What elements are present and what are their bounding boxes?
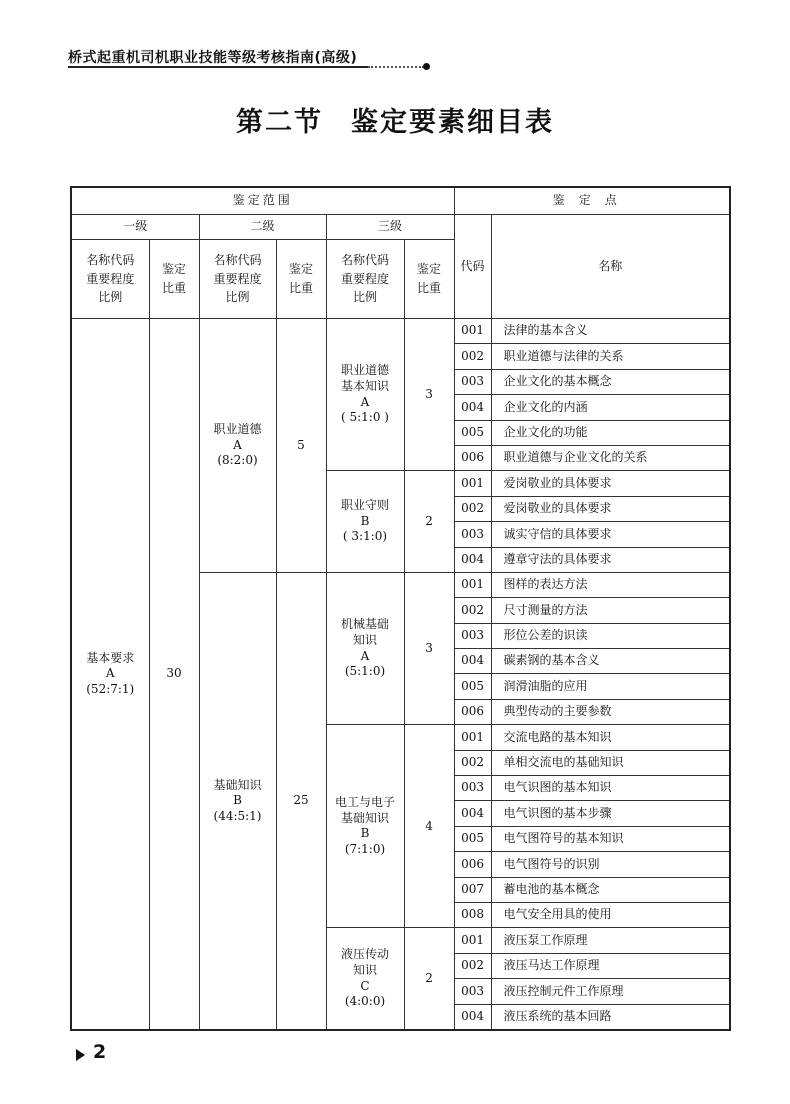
level3-item-name: 机械基础 知识 A (5:1:0) <box>326 572 404 724</box>
level3-item-weight: 3 <box>404 572 454 724</box>
point-code: 004 <box>454 1004 491 1030</box>
point-name: 尺寸测量的方法 <box>491 598 730 623</box>
level2-item-weight: 5 <box>276 319 326 573</box>
point-name: 液压泵工作原理 <box>491 928 730 953</box>
l2-weight-header: 鉴定 比重 <box>276 240 326 319</box>
point-name: 电气识图的基本步骤 <box>491 801 730 826</box>
point-name: 遵章守法的具体要求 <box>491 547 730 572</box>
point-code: 004 <box>454 395 491 420</box>
section-name: 鉴定要素细目表 <box>351 107 554 138</box>
point-code: 005 <box>454 674 491 699</box>
page-number: 2 <box>93 1041 107 1063</box>
point-name: 蓄电池的基本概念 <box>491 877 730 902</box>
point-name: 电气安全用具的使用 <box>491 902 730 927</box>
page-arrow-icon <box>76 1049 85 1061</box>
point-name: 爱岗敬业的具体要求 <box>491 471 730 496</box>
level2-header: 二级 <box>199 215 326 240</box>
point-name: 形位公差的识读 <box>491 623 730 648</box>
section-number: 第二节 <box>236 107 323 138</box>
running-header-title: 桥式起重机司机职业技能等级考核指南(高级) <box>68 50 358 66</box>
level3-item-weight: 3 <box>404 319 454 471</box>
point-name: 电气图符号的基本知识 <box>491 826 730 851</box>
point-name: 交流电路的基本知识 <box>491 725 730 750</box>
point-code: 003 <box>454 979 491 1004</box>
points-header: 鉴定点 <box>454 187 730 215</box>
point-code: 006 <box>454 445 491 470</box>
level1-header: 一级 <box>71 215 199 240</box>
point-name: 液压控制元件工作原理 <box>491 979 730 1004</box>
point-code: 006 <box>454 699 491 724</box>
point-name: 企业文化的内涵 <box>491 395 730 420</box>
l3-weight-header: 鉴定 比重 <box>404 240 454 319</box>
point-name: 职业道德与法律的关系 <box>491 344 730 369</box>
header-dotted-rule <box>368 66 424 68</box>
point-code: 001 <box>454 572 491 597</box>
point-code: 004 <box>454 801 491 826</box>
header-bullet-icon <box>423 63 430 70</box>
point-code: 005 <box>454 420 491 445</box>
point-name: 企业文化的基本概念 <box>491 369 730 394</box>
level3-item-weight: 4 <box>404 725 454 928</box>
level2-item-name: 基础知识 B (44:5:1) <box>199 572 276 1030</box>
l3-name-header: 名称代码 重要程度 比例 <box>326 240 404 319</box>
section-title <box>0 100 790 139</box>
level3-item-name: 液压传动 知识 C (4:0:0) <box>326 928 404 1030</box>
point-name: 诚实守信的具体要求 <box>491 522 730 547</box>
point-code: 001 <box>454 319 491 344</box>
point-name: 法律的基本含义 <box>491 319 730 344</box>
level3-item-weight: 2 <box>404 471 454 573</box>
name-column-header: 名称 <box>491 215 730 319</box>
l2-name-header: 名称代码 重要程度 比例 <box>199 240 276 319</box>
point-code: 004 <box>454 649 491 674</box>
point-code: 001 <box>454 471 491 496</box>
point-code: 008 <box>454 902 491 927</box>
assessment-elements-table <box>70 186 731 1031</box>
level3-item-weight: 2 <box>404 928 454 1030</box>
point-code: 002 <box>454 598 491 623</box>
level3-item-name: 电工与电子 基础知识 B (7:1:0) <box>326 725 404 928</box>
point-code: 002 <box>454 496 491 521</box>
header-rule <box>68 66 368 68</box>
point-code: 001 <box>454 725 491 750</box>
point-code: 002 <box>454 953 491 978</box>
point-code: 003 <box>454 623 491 648</box>
point-code: 001 <box>454 928 491 953</box>
point-name: 爱岗敬业的具体要求 <box>491 496 730 521</box>
point-name: 典型传动的主要参数 <box>491 699 730 724</box>
level2-item-name: 职业道德 A (8:2:0) <box>199 319 276 573</box>
point-name: 职业道德与企业文化的关系 <box>491 445 730 470</box>
point-code: 007 <box>454 877 491 902</box>
table-row <box>71 319 730 344</box>
point-name: 液压马达工作原理 <box>491 953 730 978</box>
point-code: 005 <box>454 826 491 851</box>
point-name: 润滑油脂的应用 <box>491 674 730 699</box>
point-name: 企业文化的功能 <box>491 420 730 445</box>
point-code: 004 <box>454 547 491 572</box>
l1-weight-header: 鉴定 比重 <box>149 240 199 319</box>
scope-header: 鉴定范围 <box>71 187 454 215</box>
point-code: 002 <box>454 344 491 369</box>
point-name: 电气图符号的识别 <box>491 852 730 877</box>
level1-item-weight: 30 <box>149 319 199 1030</box>
point-name: 图样的表达方法 <box>491 572 730 597</box>
code-column-header: 代码 <box>454 215 491 319</box>
point-code: 003 <box>454 776 491 801</box>
point-name: 单相交流电的基础知识 <box>491 750 730 775</box>
level2-item-weight: 25 <box>276 572 326 1030</box>
level3-item-name: 职业道德 基本知识 A ( 5:1:0 ) <box>326 319 404 471</box>
point-code: 006 <box>454 852 491 877</box>
level3-header: 三级 <box>326 215 454 240</box>
point-name: 碳素钢的基本含义 <box>491 649 730 674</box>
point-name: 液压系统的基本回路 <box>491 1004 730 1030</box>
point-code: 003 <box>454 522 491 547</box>
point-name: 电气识图的基本知识 <box>491 776 730 801</box>
point-code: 002 <box>454 750 491 775</box>
level1-item-name: 基本要求 A (52:7:1) <box>71 319 149 1030</box>
level3-item-name: 职业守则 B ( 3:1:0) <box>326 471 404 573</box>
point-code: 003 <box>454 369 491 394</box>
l1-name-header: 名称代码 重要程度 比例 <box>71 240 149 319</box>
